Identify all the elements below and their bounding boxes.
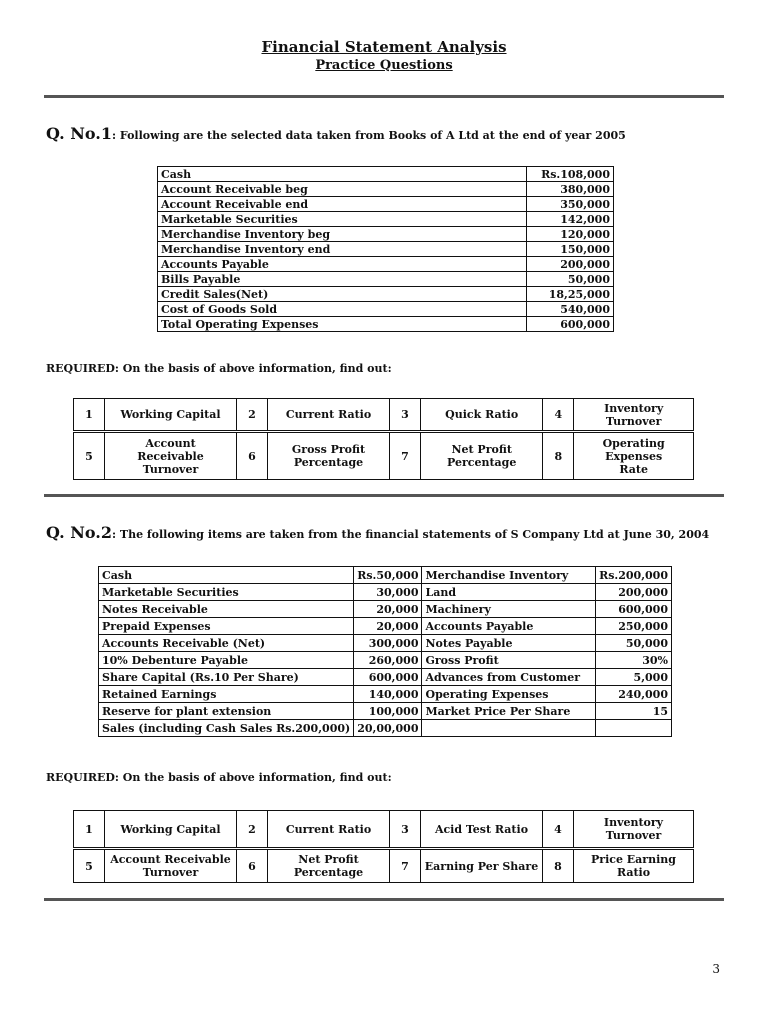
item-number: 4 xyxy=(543,399,574,432)
item-cell: Merchandise Inventory end xyxy=(158,242,527,257)
item-cell: Share Capital (Rs.10 Per Share) xyxy=(99,669,354,686)
item-number: 6 xyxy=(237,432,268,480)
table-row xyxy=(158,197,614,212)
value-cell: 600,000 xyxy=(527,317,614,332)
item-number: 8 xyxy=(543,432,574,480)
item-cell: Operating Expenses xyxy=(422,686,596,703)
item-cell: Cash xyxy=(158,167,527,182)
item-number: 5 xyxy=(74,849,105,883)
divider xyxy=(44,95,724,98)
table-row xyxy=(158,257,614,272)
item-cell: Market Price Per Share xyxy=(422,703,596,720)
item-label: Current Ratio xyxy=(268,399,390,432)
value-cell: 380,000 xyxy=(527,182,614,197)
table-row xyxy=(158,302,614,317)
item-label: Net Profit Percentage xyxy=(421,432,543,480)
item-cell: Notes Receivable xyxy=(99,601,354,618)
item-label: Operating Expenses Rate xyxy=(574,432,694,480)
value-cell: 240,000 xyxy=(596,686,672,703)
item-cell: Accounts Payable xyxy=(422,618,596,635)
q2-required-text: REQUIRED: On the basis of above information, find out: xyxy=(46,771,392,784)
table-row xyxy=(99,601,672,618)
item-cell: 10% Debenture Payable xyxy=(99,652,354,669)
value-cell xyxy=(596,720,672,737)
table-row xyxy=(158,227,614,242)
item-label: Inventory Turnover xyxy=(574,399,694,432)
item-number: 3 xyxy=(390,811,421,849)
item-cell: Machinery xyxy=(422,601,596,618)
item-label: Working Capital xyxy=(105,399,237,432)
value-cell: 20,000 xyxy=(354,618,422,635)
page-subtitle: Practice Questions xyxy=(315,58,453,73)
table-row xyxy=(158,182,614,197)
value-cell: 142,000 xyxy=(527,212,614,227)
value-cell: 100,000 xyxy=(354,703,422,720)
item-number: 2 xyxy=(237,811,268,849)
question-2-heading xyxy=(46,523,709,542)
question-2-number: Q. No.2 xyxy=(46,523,112,542)
table-row xyxy=(74,849,694,883)
item-cell: Accounts Receivable (Net) xyxy=(99,635,354,652)
value-cell: 140,000 xyxy=(354,686,422,703)
table-row xyxy=(99,635,672,652)
item-label: Earning Per Share xyxy=(421,849,543,883)
value-cell: 540,000 xyxy=(527,302,614,317)
q1-required-table xyxy=(73,398,694,480)
item-number: 4 xyxy=(543,811,574,849)
page-title: Financial Statement Analysis xyxy=(261,38,507,56)
value-cell: 5,000 xyxy=(596,669,672,686)
question-1-heading xyxy=(46,124,626,143)
table-row xyxy=(158,272,614,287)
value-cell: 350,000 xyxy=(527,197,614,212)
item-cell: Sales (including Cash Sales Rs.200,000) xyxy=(99,720,354,737)
item-label: Quick Ratio xyxy=(421,399,543,432)
table-row xyxy=(99,720,672,737)
value-cell: 300,000 xyxy=(354,635,422,652)
item-label: Working Capital xyxy=(105,811,237,849)
item-number: 6 xyxy=(237,849,268,883)
value-cell: 20,000 xyxy=(354,601,422,618)
value-cell: 30% xyxy=(596,652,672,669)
table-row xyxy=(99,584,672,601)
item-number: 8 xyxy=(543,849,574,883)
item-label: Inventory Turnover xyxy=(574,811,694,849)
question-1-number: Q. No.1 xyxy=(46,124,112,143)
item-number: 7 xyxy=(390,849,421,883)
item-cell: Total Operating Expenses xyxy=(158,317,527,332)
item-number: 7 xyxy=(390,432,421,480)
item-cell: Accounts Payable xyxy=(158,257,527,272)
value-cell: 200,000 xyxy=(596,584,672,601)
item-cell xyxy=(422,720,596,737)
table-row xyxy=(99,669,672,686)
item-cell: Land xyxy=(422,584,596,601)
value-cell: Rs.50,000 xyxy=(354,567,422,584)
table-row xyxy=(158,317,614,332)
q1-required-text: REQUIRED: On the basis of above information, find out: xyxy=(46,362,392,375)
item-cell: Reserve for plant extension xyxy=(99,703,354,720)
table-row xyxy=(158,167,614,182)
value-cell: Rs.200,000 xyxy=(596,567,672,584)
item-cell: Marketable Securities xyxy=(99,584,354,601)
table-row xyxy=(158,287,614,302)
value-cell: 30,000 xyxy=(354,584,422,601)
table-row xyxy=(74,399,694,432)
table-row xyxy=(99,703,672,720)
table-row xyxy=(158,242,614,257)
item-cell: Bills Payable xyxy=(158,272,527,287)
table-row xyxy=(99,567,672,584)
question-1-text: : Following are the selected data taken from Books of A Ltd at the end of year 2005 xyxy=(112,129,626,142)
page-number: 3 xyxy=(712,962,720,976)
q1-data-table xyxy=(157,166,614,332)
value-cell: Rs.108,000 xyxy=(527,167,614,182)
item-cell: Merchandise Inventory beg xyxy=(158,227,527,242)
item-number: 1 xyxy=(74,399,105,432)
item-cell: Merchandise Inventory xyxy=(422,567,596,584)
item-label: Acid Test Ratio xyxy=(421,811,543,849)
q2-required-table xyxy=(73,810,694,883)
item-cell: Retained Earnings xyxy=(99,686,354,703)
item-label: Price Earning Ratio xyxy=(574,849,694,883)
item-cell: Gross Profit xyxy=(422,652,596,669)
item-label: Current Ratio xyxy=(268,811,390,849)
item-cell: Cost of Goods Sold xyxy=(158,302,527,317)
item-label: Account Receivable Turnover xyxy=(105,849,237,883)
value-cell: 250,000 xyxy=(596,618,672,635)
value-cell: 150,000 xyxy=(527,242,614,257)
item-cell: Marketable Securities xyxy=(158,212,527,227)
table-row xyxy=(99,618,672,635)
question-2-text: : The following items are taken from the financial statements of S Company Ltd at June 30, 2004 xyxy=(112,528,710,541)
value-cell: 200,000 xyxy=(527,257,614,272)
item-cell: Account Receivable end xyxy=(158,197,527,212)
item-cell: Prepaid Expenses xyxy=(99,618,354,635)
item-cell: Credit Sales(Net) xyxy=(158,287,527,302)
item-label: Account Receivable Turnover xyxy=(105,432,237,480)
divider xyxy=(44,494,724,497)
item-cell: Account Receivable beg xyxy=(158,182,527,197)
value-cell: 600,000 xyxy=(596,601,672,618)
value-cell: 600,000 xyxy=(354,669,422,686)
q2-data-table xyxy=(98,566,672,737)
value-cell: 15 xyxy=(596,703,672,720)
value-cell: 18,25,000 xyxy=(527,287,614,302)
item-number: 5 xyxy=(74,432,105,480)
value-cell: 50,000 xyxy=(527,272,614,287)
value-cell: 20,00,000 xyxy=(354,720,422,737)
item-cell: Advances from Customer xyxy=(422,669,596,686)
value-cell: 120,000 xyxy=(527,227,614,242)
value-cell: 50,000 xyxy=(596,635,672,652)
item-cell: Notes Payable xyxy=(422,635,596,652)
item-label: Net Profit Percentage xyxy=(268,849,390,883)
value-cell: 260,000 xyxy=(354,652,422,669)
item-number: 3 xyxy=(390,399,421,432)
table-row xyxy=(158,212,614,227)
item-number: 2 xyxy=(237,399,268,432)
item-label: Gross Profit Percentage xyxy=(268,432,390,480)
table-row xyxy=(74,811,694,849)
table-row xyxy=(74,432,694,480)
item-number: 1 xyxy=(74,811,105,849)
table-row xyxy=(99,686,672,703)
table-row xyxy=(99,652,672,669)
divider xyxy=(44,898,724,901)
item-cell: Cash xyxy=(99,567,354,584)
